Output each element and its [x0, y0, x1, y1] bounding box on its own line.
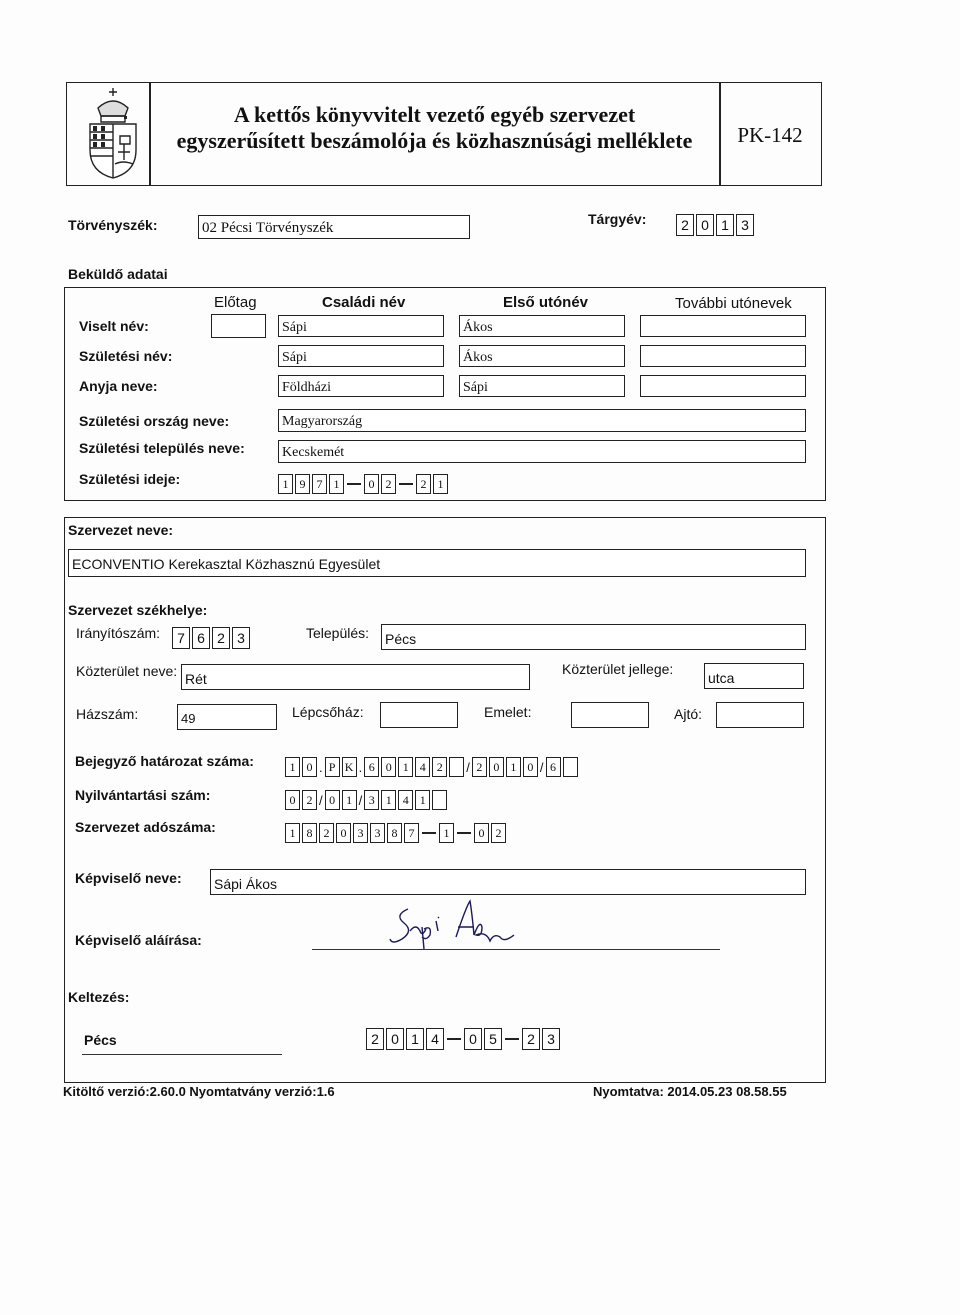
- sender-section-title: Beküldő adatai: [68, 266, 168, 282]
- worn-name-family[interactable]: Sápi: [278, 315, 444, 337]
- birth-place-label: Születési település neve:: [79, 440, 245, 456]
- digit-cell[interactable]: 2: [416, 474, 431, 494]
- floor-label: Emelet:: [484, 704, 532, 720]
- rep-signature-label: Képviselő aláírása:: [75, 932, 202, 948]
- digit-cell[interactable]: 8: [387, 823, 402, 843]
- birth-date-field[interactable]: [278, 474, 450, 494]
- dated-label: Keltezés:: [68, 989, 130, 1005]
- title-line-1: A kettős könyvvitelt vezető egyéb szervezet: [233, 102, 636, 127]
- door-label: Ajtó:: [674, 706, 703, 722]
- street-label: Közterület neve:: [76, 663, 178, 679]
- street-type-label: Közterület jellege:: [562, 661, 674, 677]
- digit-cell[interactable]: 2: [676, 214, 694, 236]
- digit-cell[interactable]: 3: [370, 823, 385, 843]
- birth-place-field[interactable]: Kecskemét: [278, 440, 806, 463]
- digit-cell[interactable]: 0: [302, 757, 317, 777]
- col-family-header: Családi név: [322, 294, 406, 311]
- digit-cell[interactable]: 7: [312, 474, 327, 494]
- digit-cell[interactable]: 1: [381, 790, 396, 810]
- digit-cell[interactable]: 6: [364, 757, 379, 777]
- separator: /: [466, 759, 470, 775]
- digit-cell[interactable]: 3: [542, 1028, 560, 1050]
- digit-cell[interactable]: [563, 757, 578, 777]
- form-code: PK-142: [737, 123, 803, 147]
- street-field[interactable]: Rét: [181, 664, 530, 690]
- digit-cell[interactable]: 0: [523, 757, 538, 777]
- digit-cell[interactable]: 3: [232, 627, 250, 649]
- birth-name-other[interactable]: [640, 345, 806, 367]
- resolution-field[interactable]: [285, 757, 580, 777]
- separator: .: [319, 759, 323, 775]
- registry-label: Nyilvántartási szám:: [75, 787, 211, 803]
- digit-cell[interactable]: 2: [212, 627, 230, 649]
- worn-name-prefix[interactable]: [211, 314, 266, 338]
- col-first-header: Első utónév: [503, 294, 589, 311]
- court-label: Törvényszék:: [68, 217, 158, 233]
- rep-name-field[interactable]: Sápi Ákos: [210, 869, 806, 895]
- dash-separator: [422, 832, 436, 834]
- digit-cell[interactable]: 2: [522, 1028, 540, 1050]
- digit-cell[interactable]: 7: [404, 823, 419, 843]
- tax-label: Szervezet adószáma:: [75, 819, 216, 835]
- digit-cell[interactable]: 2: [319, 823, 334, 843]
- col-other-header: További utónevek: [675, 295, 792, 312]
- worn-name-first[interactable]: Ákos: [459, 315, 625, 337]
- birth-date-label: Születési ideje:: [79, 471, 181, 487]
- dash-separator: [399, 483, 413, 485]
- digit-cell[interactable]: 3: [364, 790, 379, 810]
- footer-printed: Nyomtatva: 2014.05.23 08.58.55: [593, 1084, 787, 1099]
- digit-cell[interactable]: 5: [484, 1028, 502, 1050]
- digit-cell[interactable]: P: [325, 757, 340, 777]
- birth-name-first[interactable]: Ákos: [459, 345, 625, 367]
- worn-name-other[interactable]: [640, 315, 806, 337]
- digit-cell[interactable]: [449, 757, 464, 777]
- house-label: Házszám:: [76, 706, 139, 722]
- birth-country-field[interactable]: Magyarország: [278, 409, 806, 432]
- floor-field[interactable]: [571, 702, 649, 728]
- digit-cell[interactable]: 1: [439, 823, 454, 843]
- separator: /: [319, 792, 323, 808]
- digit-cell[interactable]: 1: [285, 757, 300, 777]
- digit-cell[interactable]: 2: [302, 790, 317, 810]
- year-field[interactable]: [676, 214, 756, 236]
- dash-separator: [447, 1038, 461, 1040]
- digit-cell[interactable]: 0: [285, 790, 300, 810]
- zip-label: Irányítószám:: [76, 625, 161, 641]
- digit-cell[interactable]: 6: [546, 757, 561, 777]
- birth-name-label: Születési név:: [79, 348, 173, 364]
- digit-cell[interactable]: 1: [506, 757, 521, 777]
- digit-cell[interactable]: 0: [489, 757, 504, 777]
- digit-cell[interactable]: 0: [474, 823, 489, 843]
- digit-cell[interactable]: 2: [432, 757, 447, 777]
- digit-cell[interactable]: K: [342, 757, 357, 777]
- digit-cell[interactable]: 4: [426, 1028, 444, 1050]
- street-type-field[interactable]: utca: [704, 663, 804, 689]
- digit-cell[interactable]: 1: [342, 790, 357, 810]
- dated-date-field[interactable]: [366, 1028, 562, 1050]
- digit-cell[interactable]: 1: [406, 1028, 424, 1050]
- digit-cell[interactable]: 1: [716, 214, 734, 236]
- digit-cell[interactable]: 2: [491, 823, 506, 843]
- title-line-2: egyszerűsített beszámolója és közhasznúsági melléklete: [176, 128, 693, 153]
- year-label: Tárgyév:: [588, 211, 647, 227]
- dated-place-line: [82, 1054, 282, 1055]
- digit-cell[interactable]: 0: [325, 790, 340, 810]
- digit-cell[interactable]: 0: [381, 757, 396, 777]
- separator: .: [358, 759, 363, 775]
- digit-cell[interactable]: 1: [398, 757, 413, 777]
- stair-label: Lépcsőház:: [292, 704, 364, 720]
- mother-name-other[interactable]: [640, 375, 806, 397]
- registry-field[interactable]: [285, 790, 449, 810]
- digit-cell[interactable]: 0: [336, 823, 351, 843]
- digit-cell[interactable]: [432, 790, 447, 810]
- coat-of-arms-icon: [84, 86, 142, 180]
- digit-cell[interactable]: 0: [386, 1028, 404, 1050]
- form-title: [150, 102, 719, 154]
- stair-field[interactable]: [380, 702, 458, 728]
- digit-cell[interactable]: 1: [285, 823, 300, 843]
- worn-name-label: Viselt név:: [79, 318, 149, 334]
- resolution-label: Bejegyző határozat száma:: [75, 753, 254, 769]
- digit-cell[interactable]: 8: [302, 823, 317, 843]
- digit-cell[interactable]: 0: [364, 474, 379, 494]
- org-name-label: Szervezet neve:: [68, 522, 174, 538]
- door-field[interactable]: [716, 702, 804, 728]
- digit-cell[interactable]: 6: [192, 627, 210, 649]
- dash-separator: [457, 832, 471, 834]
- digit-cell[interactable]: 0: [464, 1028, 482, 1050]
- zip-field[interactable]: [172, 627, 252, 649]
- col-prefix-header: Előtag: [214, 294, 257, 311]
- digit-cell[interactable]: 9: [295, 474, 310, 494]
- digit-cell[interactable]: 4: [398, 790, 413, 810]
- city-field[interactable]: Pécs: [381, 624, 806, 650]
- rep-name-label: Képviselő neve:: [75, 870, 182, 886]
- digit-cell[interactable]: 3: [353, 823, 368, 843]
- footer-version: Kitöltő verzió:2.60.0 Nyomtatvány verzió:1.6: [63, 1084, 335, 1099]
- separator: /: [539, 759, 544, 775]
- handwritten-signature: [386, 897, 536, 967]
- digit-cell[interactable]: 7: [172, 627, 190, 649]
- mother-name-first[interactable]: Sápi: [459, 375, 625, 397]
- digit-cell[interactable]: 2: [381, 474, 396, 494]
- digit-cell[interactable]: 1: [278, 474, 293, 494]
- digit-cell[interactable]: 4: [415, 757, 430, 777]
- birth-country-label: Születési ország neve:: [79, 413, 230, 429]
- dash-separator: [505, 1038, 519, 1040]
- dash-separator: [347, 483, 361, 485]
- dated-place: Pécs: [84, 1032, 117, 1048]
- digit-cell[interactable]: 1: [329, 474, 344, 494]
- birth-name-family[interactable]: Sápi: [278, 345, 444, 367]
- city-label: Település:: [306, 625, 370, 641]
- digit-cell[interactable]: 3: [736, 214, 754, 236]
- digit-cell[interactable]: 1: [433, 474, 448, 494]
- mother-name-label: Anyja neve:: [79, 378, 158, 394]
- org-seat-label: Szervezet székhelye:: [68, 602, 208, 618]
- mother-name-family[interactable]: Földházi: [278, 375, 444, 397]
- digit-cell[interactable]: 2: [366, 1028, 384, 1050]
- digit-cell[interactable]: 2: [472, 757, 487, 777]
- digit-cell[interactable]: 1: [415, 790, 430, 810]
- org-name-field[interactable]: ECONVENTIO Kerekasztal Közhasznú Egyesület: [68, 549, 806, 577]
- court-field[interactable]: 02 Pécsi Törvényszék: [198, 215, 470, 239]
- house-field[interactable]: 49: [177, 704, 277, 730]
- tax-field[interactable]: [285, 823, 508, 843]
- digit-cell[interactable]: 0: [696, 214, 714, 236]
- separator: /: [358, 792, 363, 808]
